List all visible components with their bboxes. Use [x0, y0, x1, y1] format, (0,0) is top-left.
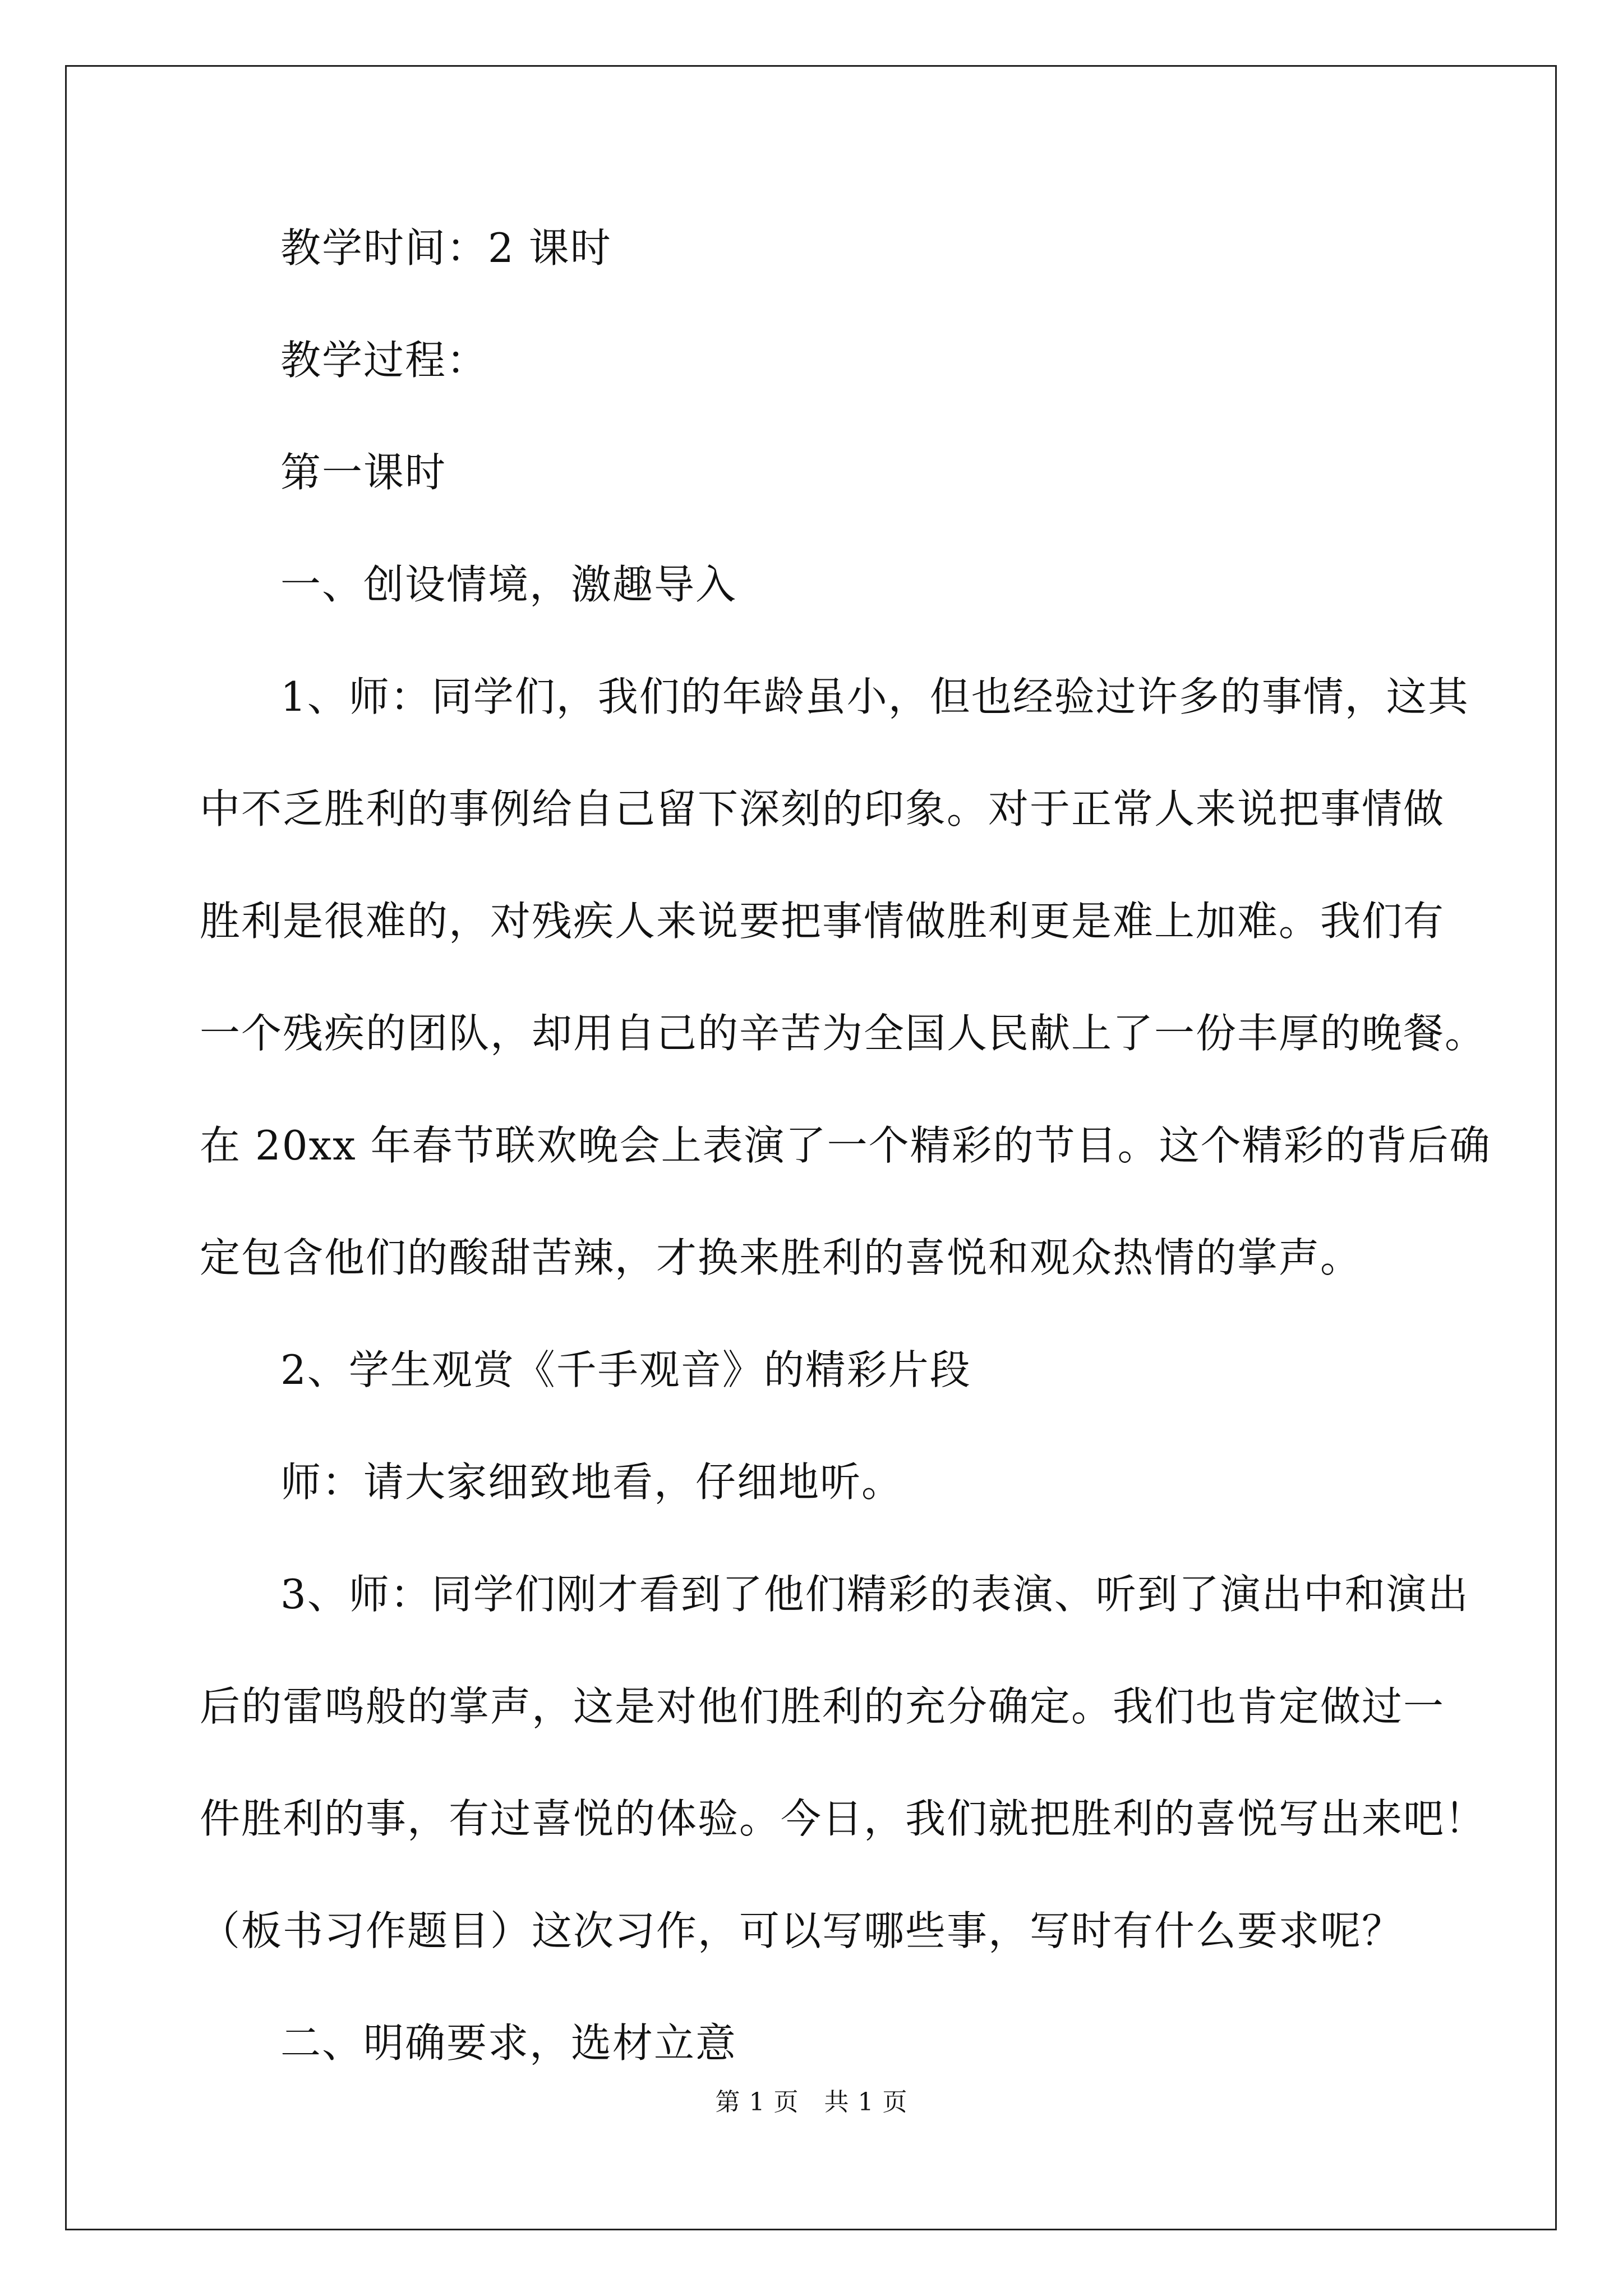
paragraph-line: 在 20xx 年春节联欢晚会上表演了一个精彩的节目。这个精彩的背后确: [200, 1122, 1491, 1169]
paragraph-line: 定包含他们的酸甜苦辣，才换来胜利的喜悦和观众热情的掌声。: [200, 1234, 1362, 1281]
paragraph-line: 3、师：同学们刚才看到了他们精彩的表演、听到了演出中和演出: [280, 1571, 1469, 1618]
paragraph-line: 件胜利的事，有过喜悦的体验。今日，我们就把胜利的喜悦写出来吧！: [200, 1795, 1487, 1842]
paragraph-line: 后的雷鸣般的掌声，这是对他们胜利的充分确定。我们也肯定做过一: [200, 1683, 1445, 1730]
paragraph-line: 1、师：同学们，我们的年龄虽小，但也经验过许多的事情，这其: [280, 673, 1469, 720]
paragraph-line: （板书习作题目）这次习作，可以写哪些事，写时有什么要求呢？: [200, 1907, 1404, 1954]
paragraph-line: 师：请大家细致地看，仔细地听。: [280, 1458, 903, 1506]
teaching-time-line: 教学时间：2 课时: [280, 224, 612, 272]
paragraph-line: 一个残疾的团队，却用自己的辛苦为全国人民献上了一份丰厚的晚餐。: [200, 1010, 1487, 1057]
page-footer: 第 1 页 共 1 页: [715, 2088, 908, 2116]
first-lesson-heading: 第一课时: [280, 449, 447, 496]
teaching-process-heading: 教学过程：: [280, 337, 488, 384]
section-two-heading: 二、明确要求，选材立意: [280, 2019, 737, 2067]
section-one-heading: 一、创设情境，激趣导入: [280, 561, 737, 608]
paragraph-line: 胜利是很难的，对残疾人来说要把事情做胜利更是难上加难。我们有: [200, 898, 1445, 945]
paragraph-line: 2、学生观赏《千手观音》的精彩片段: [280, 1346, 971, 1393]
paragraph-line: 中不乏胜利的事例给自己留下深刻的印象。对于正常人来说把事情做: [200, 785, 1445, 832]
